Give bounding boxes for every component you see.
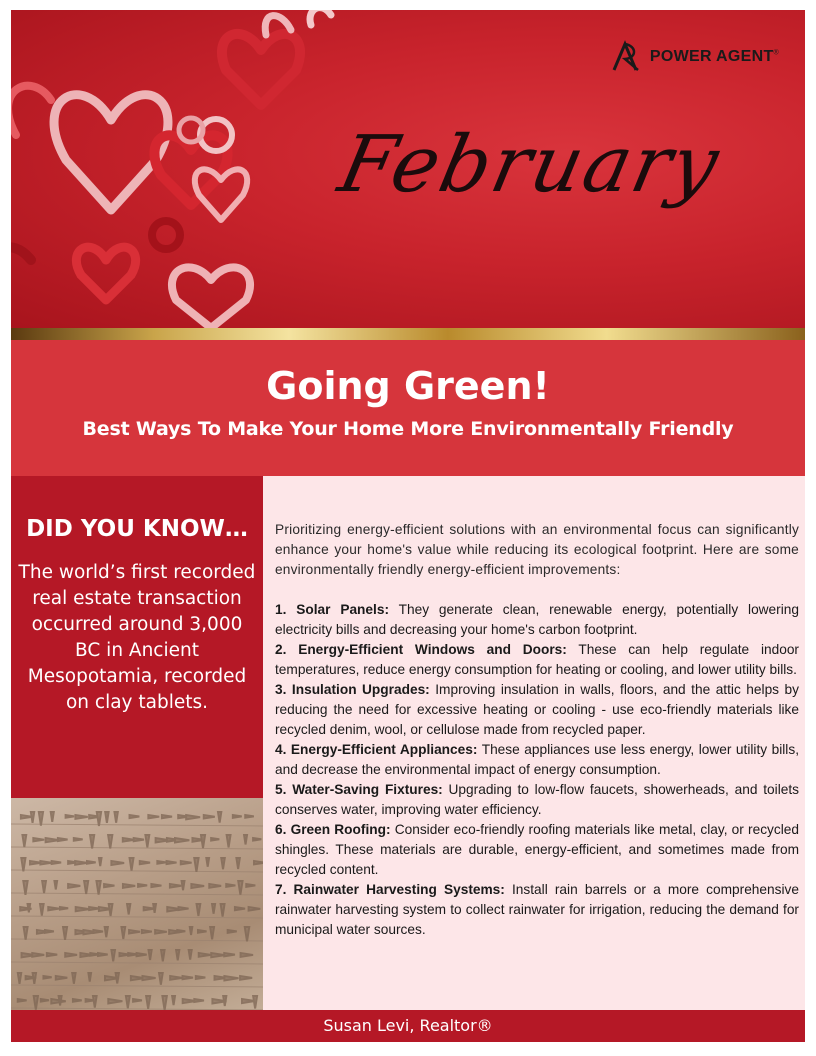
article-body — [275, 520, 799, 940]
item-text: Consider eco-friendly roofing materials like metal, clay, or recycled shingles. These materials are durable, energy-efficient, and sometimes made from recycled content. — [275, 822, 799, 877]
page-title: Going Green! — [266, 364, 550, 408]
item-text: Upgrading to low-flow faucets, showerheads, and toilets conserves water, improving water efficiency. — [275, 782, 799, 817]
power-agent-mark-icon — [610, 40, 644, 74]
did-you-know-fact: The world’s first recorded real estate transaction occurred around 3,000 BC in Ancient Mesopotamia, recorded on clay tablets. — [18, 562, 256, 713]
item-text: They generate clean, renewable energy, potentially lowering electricity bills and decreasing your home's carbon footprint. — [275, 602, 799, 637]
list-item — [275, 740, 799, 780]
item-text: Improving insulation in walls, floors, and the attic helps by reducing the need for excessive heating or cooling - use eco-friendly materials like recycled denim, wool, or cellulose made from recycled paper. — [275, 682, 799, 737]
item-title: 4. Energy-Efficient Appliances: — [275, 742, 478, 757]
item-text: Install rain barrels or a more comprehensive rainwater harvesting system to collect rainwater for irrigation, reducing the demand for municipal water sources. — [275, 882, 799, 937]
article-intro: Prioritizing energy-efficient solutions with an environmental focus can significantly enhance your home's value while reducing its ecological footprint. Here are some environmentally friendly energy-efficient improvements: — [275, 522, 799, 577]
cuneiform-texture — [11, 798, 263, 1010]
list-item — [275, 880, 799, 940]
agent-footer: Susan Levi, Realtor® — [11, 1010, 805, 1042]
item-title: 3. Insulation Upgrades: — [275, 682, 430, 697]
flyer-page — [11, 10, 805, 1042]
clay-tablet-image — [11, 798, 263, 1010]
gold-divider — [11, 328, 805, 340]
hero-banner — [11, 10, 805, 328]
item-title: 2. Energy-Efficient Windows and Doors: — [275, 642, 567, 657]
item-title: 7. Rainwater Harvesting Systems: — [275, 882, 505, 897]
logo-wordmark: POWER AGENT® — [649, 48, 779, 65]
item-text: These appliances use less energy, lower utility bills, and decrease the environmental impact of energy consumption. — [275, 742, 799, 777]
list-item — [275, 780, 799, 820]
item-title: 6. Green Roofing: — [275, 822, 391, 837]
article-panel — [263, 476, 805, 1010]
did-you-know-heading: DID YOU KNOW… — [26, 516, 248, 542]
did-you-know-box — [11, 476, 263, 798]
item-text: These can help regulate indoor temperatures, reduce energy consumption for heating or cooling, and lower utility bills. — [275, 642, 799, 677]
power-agent-logo — [610, 40, 779, 74]
list-item — [275, 640, 799, 680]
list-item — [275, 600, 799, 640]
list-item — [275, 680, 799, 740]
item-title: 5. Water-Saving Fixtures: — [275, 782, 443, 797]
february-script-title: February — [331, 120, 728, 210]
item-title: 1. Solar Panels: — [275, 602, 390, 617]
headline-band — [11, 340, 805, 476]
list-item — [275, 820, 799, 880]
page-subtitle: Best Ways To Make Your Home More Environmentally Friendly — [82, 418, 734, 440]
